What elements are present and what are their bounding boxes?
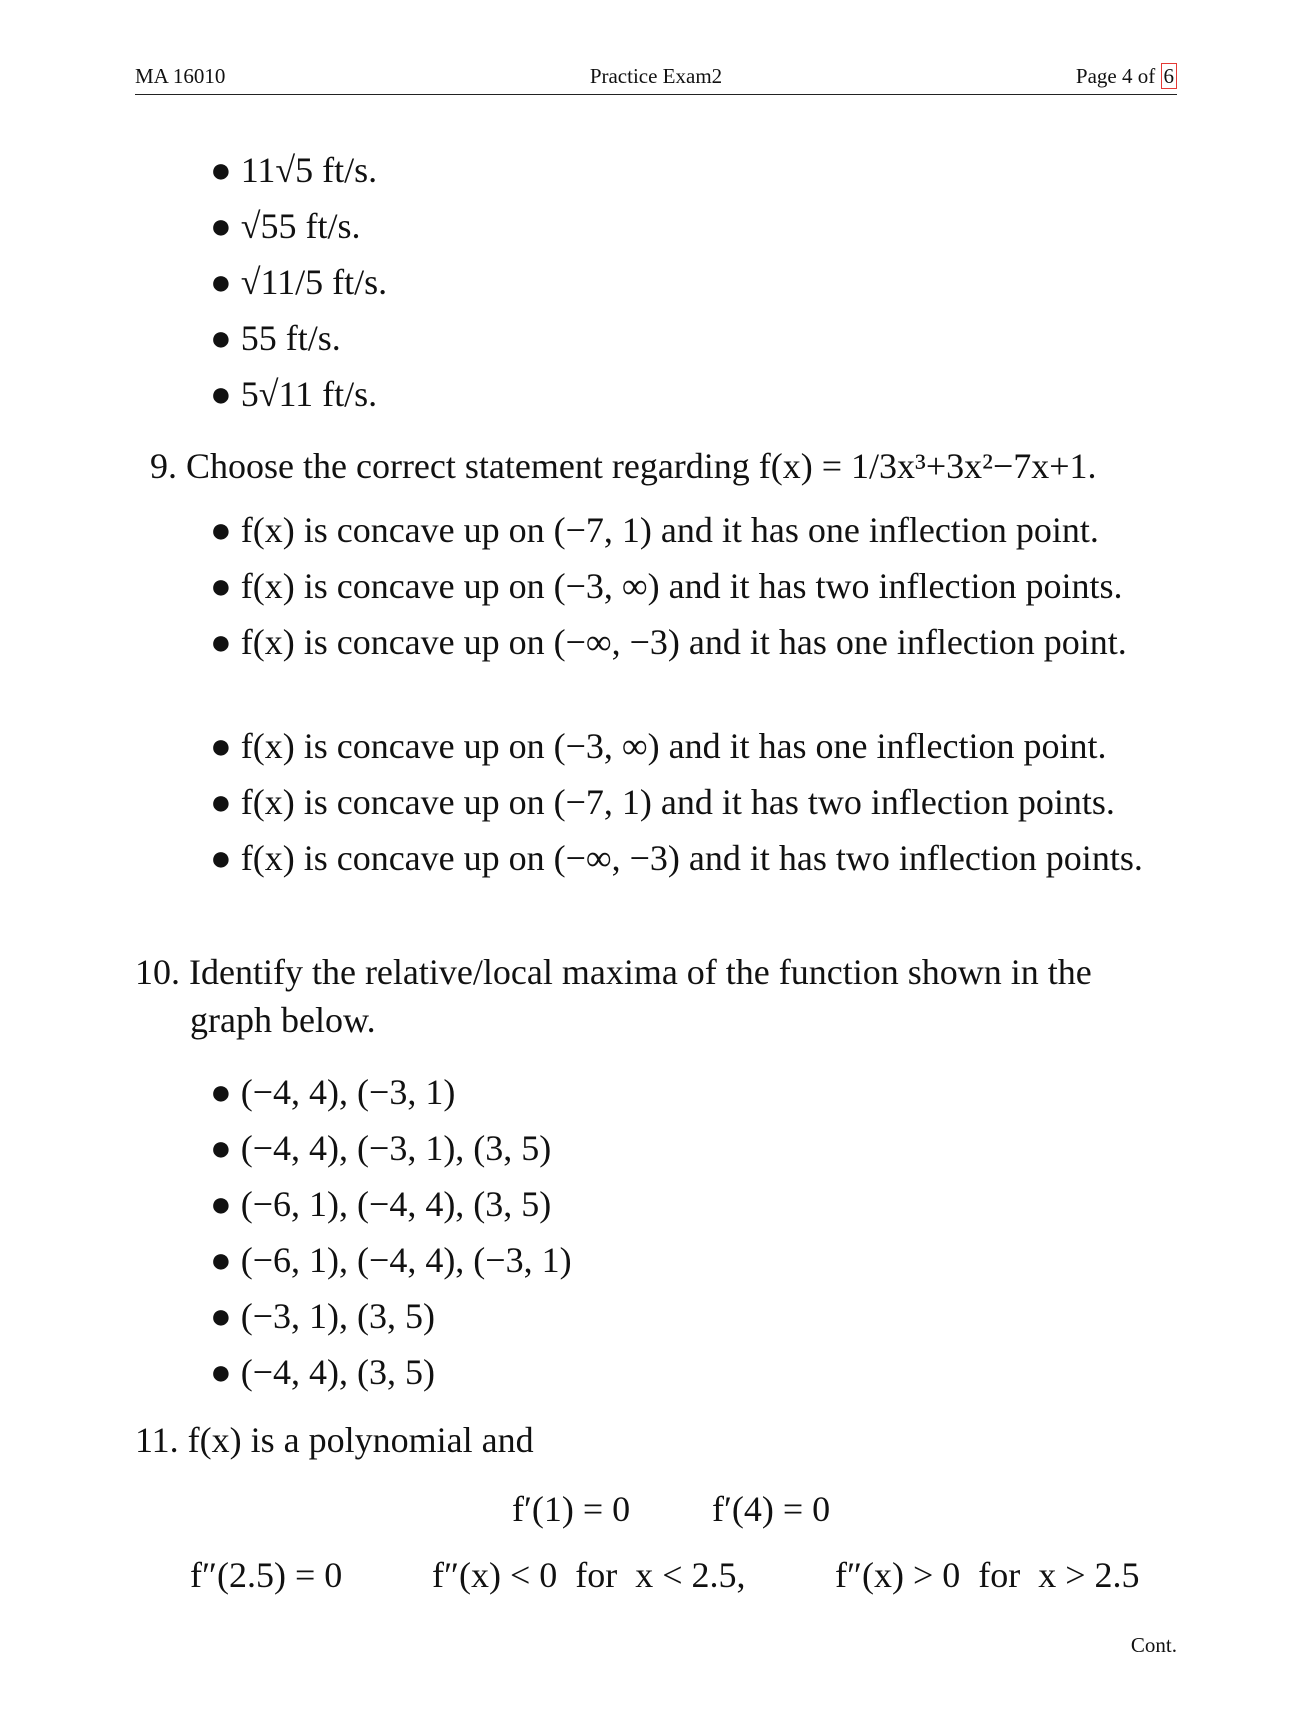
q11-cond-f1: f′(1) = 0 xyxy=(512,1489,631,1529)
q11-stem: 11. f(x) is a polynomial and xyxy=(135,1420,534,1460)
page-prefix: Page 4 of xyxy=(1075,64,1156,88)
q10-choice-2[interactable]: ● (−4, 4), (−3, 1), (3, 5) xyxy=(210,1128,552,1168)
q8-choice-4[interactable]: ● 55 ft/s. xyxy=(210,318,341,358)
q9-stem-text: Choose the correct statement regarding f(x) = 1/3x³+3x²−7x+1. xyxy=(186,446,1097,486)
page-indicator xyxy=(1076,64,1177,89)
page-total-link[interactable]: 6 xyxy=(1161,63,1178,89)
q11-cond-neg: f″(x) < 0 for x < 2.5, xyxy=(432,1555,746,1595)
q8-choice-1[interactable]: ● 11√5 ft/s. xyxy=(210,150,378,190)
q10-choice-6[interactable]: ● (−4, 4), (3, 5) xyxy=(210,1352,436,1392)
q9-choice-2[interactable]: ● f(x) is concave up on (−3, ∞) and it has two inflection points. xyxy=(210,566,1123,606)
q10-number: 10. xyxy=(135,952,180,992)
q9-choice-3[interactable]: ● f(x) is concave up on (−∞, −3) and it has one inflection point. xyxy=(210,622,1127,662)
q8-choice-5[interactable]: ● 5√11 ft/s. xyxy=(210,374,378,414)
q10-stem-line2: graph below. xyxy=(190,1000,376,1040)
q11-cond-f4: f′(4) = 0 xyxy=(712,1489,831,1529)
q10-choice-4[interactable]: ● (−6, 1), (−4, 4), (−3, 1) xyxy=(210,1240,572,1280)
q10-choice-1[interactable]: ● (−4, 4), (−3, 1) xyxy=(210,1072,456,1112)
q9-choice-6[interactable]: ● f(x) is concave up on (−∞, −3) and it has two inflection points. xyxy=(210,838,1143,878)
q11-cond-f25: f″(2.5) = 0 xyxy=(190,1555,343,1595)
q9-stem xyxy=(150,444,1097,488)
q11-cond-pos: f″(x) > 0 for x > 2.5 xyxy=(835,1555,1140,1595)
q9-choice-4[interactable]: ● f(x) is concave up on (−3, ∞) and it has one inflection point. xyxy=(210,726,1107,766)
q10-choice-5[interactable]: ● (−3, 1), (3, 5) xyxy=(210,1296,436,1336)
q11-number: 11. xyxy=(135,1420,179,1460)
q8-choice-3[interactable]: ● √11/5 ft/s. xyxy=(210,262,388,302)
course-code: MA 16010 xyxy=(135,64,226,88)
exam-title: Practice Exam2 xyxy=(589,64,723,88)
q9-number: 9. xyxy=(150,446,177,486)
continued-label: Cont. xyxy=(1130,1633,1177,1657)
q10-choice-3[interactable]: ● (−6, 1), (−4, 4), (3, 5) xyxy=(210,1184,552,1224)
q9-choice-5[interactable]: ● f(x) is concave up on (−7, 1) and it has two inflection points. xyxy=(210,782,1115,822)
q9-choice-1[interactable]: ● f(x) is concave up on (−7, 1) and it has one inflection point. xyxy=(210,510,1099,550)
page-header xyxy=(135,60,1177,95)
q8-choice-2[interactable]: ● √55 ft/s. xyxy=(210,206,361,246)
q10-stem-line1: 10. Identify the relative/local maxima of the function shown in the xyxy=(135,952,1092,992)
